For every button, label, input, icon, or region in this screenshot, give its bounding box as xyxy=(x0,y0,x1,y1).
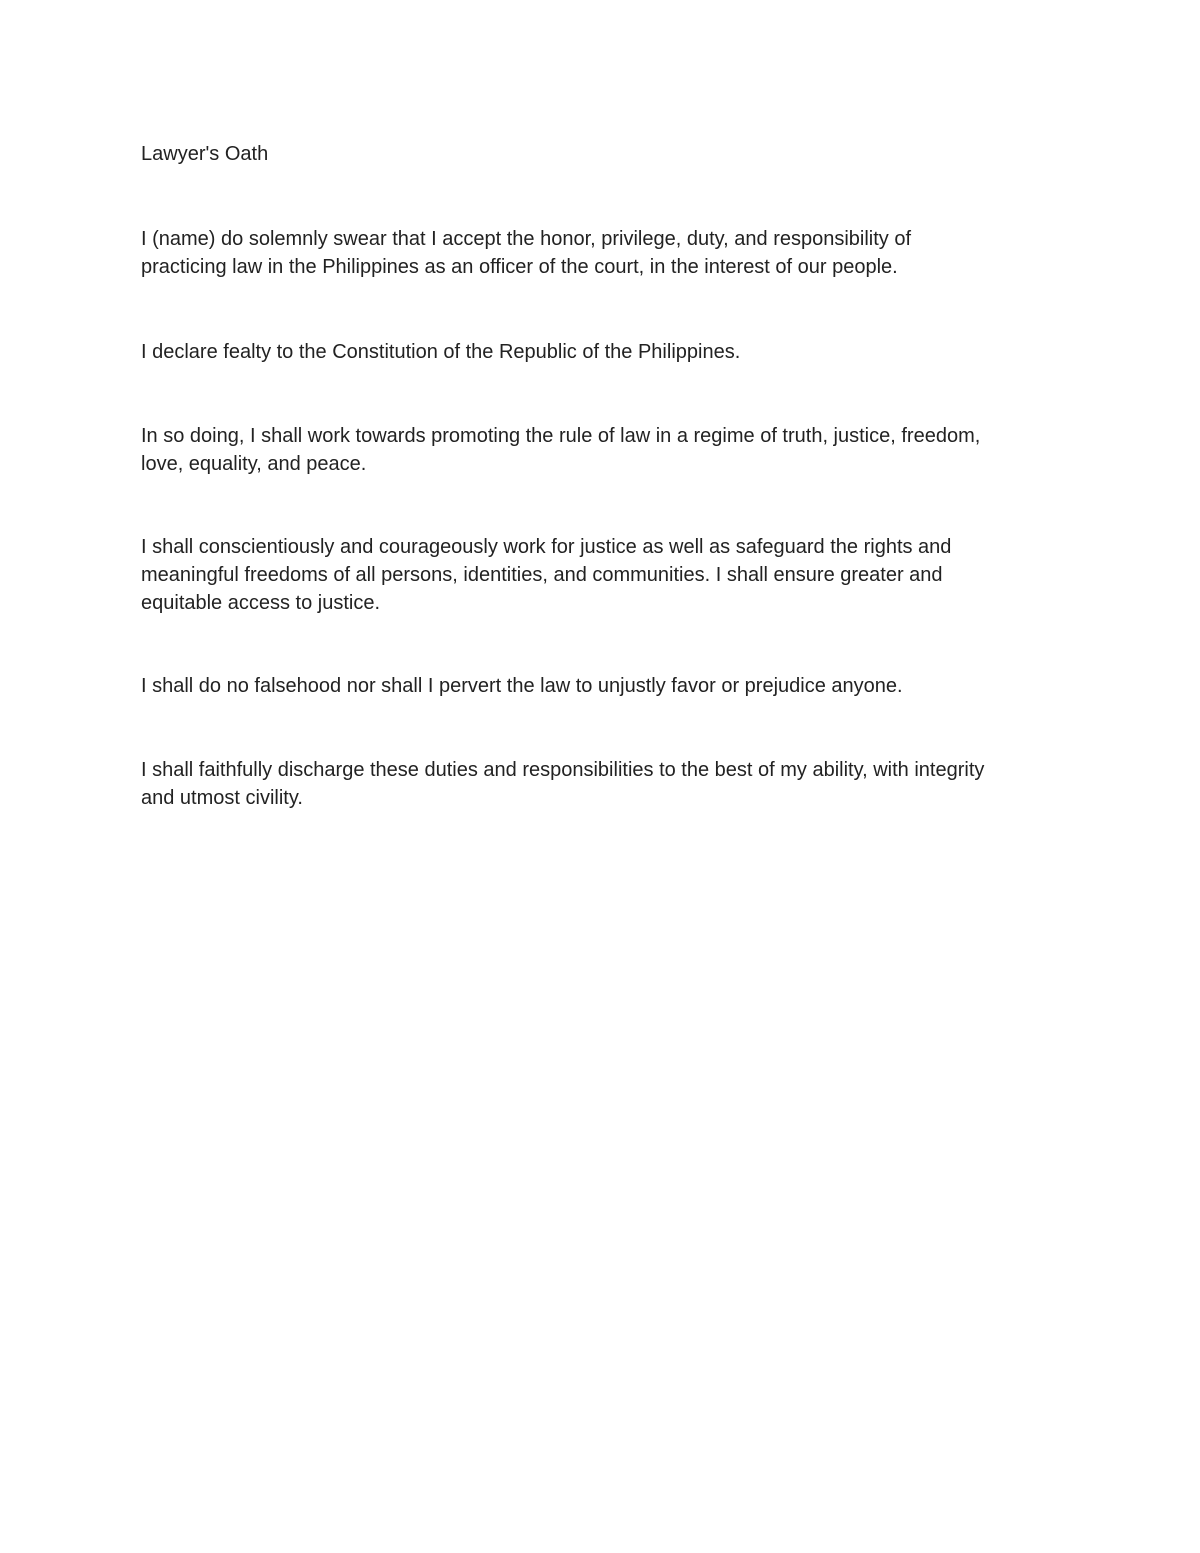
oath-paragraph: I declare fealty to the Constitution of the Republic of the Philippines. xyxy=(141,341,741,363)
document-title: Lawyer's Oath xyxy=(141,143,269,165)
oath-paragraph: I shall faithfully discharge these duties and responsibilities to the best of my ability, with integrity and utmost civility. xyxy=(141,759,985,809)
oath-paragraph: I shall conscientiously and courageously work for justice as well as safeguard the rights and meaningful freedoms of all persons, identities, and communities. I shall ensure greater and equitable access to justice. xyxy=(141,536,952,614)
oath-paragraph: I shall do no falsehood nor shall I pervert the law to unjustly favor or prejudice anyone. xyxy=(141,675,903,697)
oath-paragraph: In so doing, I shall work towards promoting the rule of law in a regime of truth, justice, freedom, love, equality, and peace. xyxy=(141,425,981,475)
oath-paragraph: I (name) do solemnly swear that I accept the honor, privilege, duty, and responsibility of practicing law in the Philippines as an officer of the court, in the interest of our people. xyxy=(141,228,912,278)
